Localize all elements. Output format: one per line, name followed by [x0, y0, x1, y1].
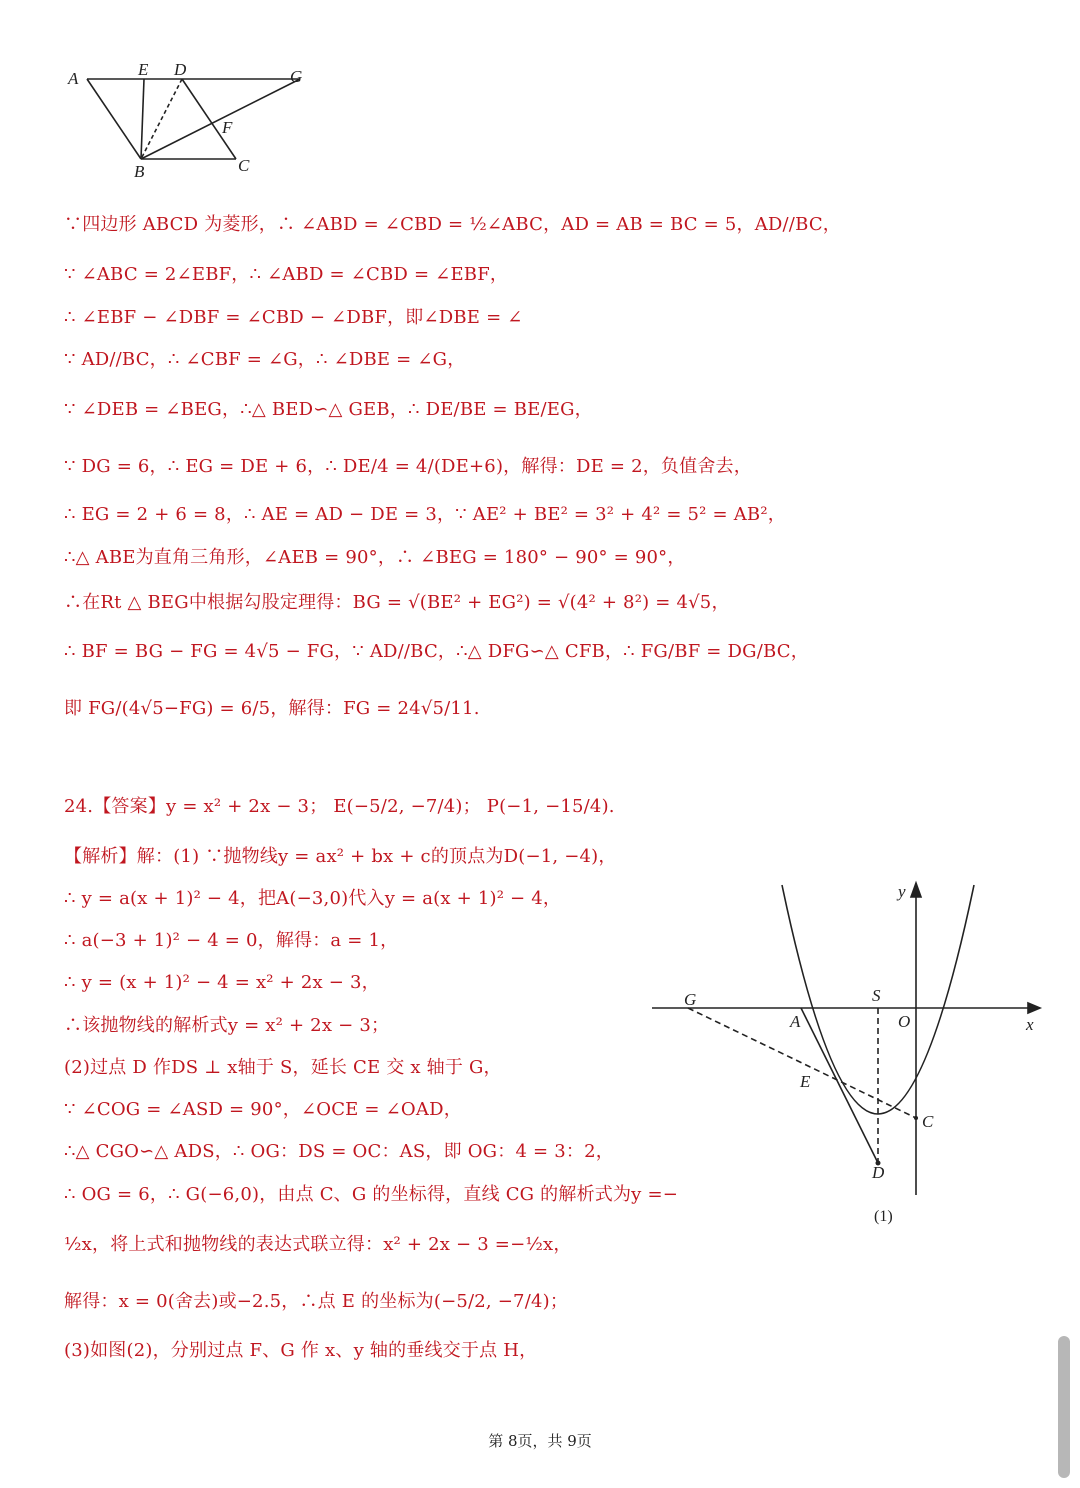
- analysis-line: ∵ ∠COG = ∠ASD = 90°，∠OCE = ∠OAD，: [64, 1099, 462, 1120]
- analysis-line: 解得：x = 0(舍去)或−2.5，∴点 E 的坐标为(−5/2, −7/4)；: [64, 1291, 569, 1312]
- label-D: D: [872, 1163, 885, 1182]
- solution-line: 即 FG/(4√5−FG) = 6/5，解得：FG = 24√5/11.: [64, 698, 480, 719]
- analysis-line: ∴ y = a(x + 1)² − 4，把A(−3,0)代入y = a(x + 1)² − 4，: [64, 888, 562, 909]
- label-E: E: [138, 60, 149, 79]
- solution-line: ∵ AD//BC，∴ ∠CBF = ∠G，∴ ∠DBE = ∠G，: [64, 349, 466, 370]
- label-C: C: [922, 1112, 934, 1131]
- solution-line: ∴ EG = 2 + 6 = 8，∴ AE = AD − DE = 3，∵ AE² + BE² = 3² + 4² = 5² = AB²，: [64, 504, 786, 525]
- solution-line: ∴△ ABE为直角三角形，∠AEB = 90°，∴ ∠BEG = 180° − 90° = 90°，: [64, 547, 686, 568]
- analysis-line: ∴该抛物线的解析式y = x² + 2x − 3；: [64, 1015, 390, 1036]
- answer-line: 24.【答案】y = x² + 2x − 3； E(−5/2, −7/4)； P(−1, −15/4).: [64, 796, 615, 817]
- label-G: G: [684, 990, 697, 1009]
- label-F: F: [222, 118, 233, 137]
- analysis-line: ∴ OG = 6，∴ G(−6,0)，由点 C、G 的坐标得，直线 CG 的解析式为y =−: [64, 1184, 679, 1205]
- solution-line: ∵ DG = 6，∴ EG = DE + 6，∴ DE/4 = 4/(DE+6)，解得：DE = 2，负值舍去，: [64, 456, 752, 477]
- analysis-line: ∴△ CGO∽△ ADS，∴ OG：DS = OC：AS，即 OG：4 = 3：2，: [64, 1141, 614, 1162]
- analysis-line: ∴ y = (x + 1)² − 4 = x² + 2x − 3，: [64, 972, 380, 993]
- axis-label-y: y: [898, 882, 906, 901]
- analysis-line: ∴ a(−3 + 1)² − 4 = 0，解得：a = 1，: [64, 930, 399, 951]
- solution-line: ∵ ∠DEB = ∠BEG，∴△ BED∽△ GEB，∴ DE/BE = BE/EG，: [64, 399, 593, 420]
- figure-caption: (1): [874, 1208, 893, 1225]
- analysis-line: ½x，将上式和抛物线的表达式联立得：x² + 2x − 3 =−½x，: [64, 1234, 572, 1255]
- solution-line: ∵四边形 ABCD 为菱形，∴ ∠ABD = ∠CBD = ½∠ABC，AD = AB = BC = 5，AD//BC，: [64, 214, 842, 235]
- label-D: D: [174, 60, 187, 79]
- label-C: C: [238, 156, 250, 175]
- axis-label-x: x: [1026, 1015, 1034, 1034]
- parabola-figure: [648, 875, 1048, 1235]
- analysis-line: (2)过点 D 作DS ⊥ x轴于 S，延长 CE 交 x 轴于 G，: [64, 1057, 502, 1078]
- analysis-line: 【解析】解：(1) ∵抛物线y = ax² + bx + c的顶点为D(−1, −4)，: [64, 846, 617, 867]
- label-B: B: [134, 162, 145, 181]
- label-O: O: [898, 1012, 911, 1031]
- label-G: G: [290, 67, 303, 86]
- page-footer: 第 8页，共 9页: [488, 1432, 592, 1450]
- label-A: A: [68, 69, 79, 88]
- solution-line: ∴在Rt △ BEG中根据勾股定理得：BG = √(BE² + EG²) = √(4² + 8²) = 4√5，: [64, 592, 730, 613]
- scrollbar-thumb[interactable]: [1058, 1336, 1070, 1478]
- label-A: A: [790, 1012, 801, 1031]
- solution-line: ∴ BF = BG − FG = 4√5 − FG，∵ AD//BC，∴△ DFG∽△ CFB，∴ FG/BF = DG/BC，: [64, 641, 809, 662]
- solution-line: ∴ ∠EBF − ∠DBF = ∠CBD − ∠DBF，即∠DBE = ∠: [64, 307, 523, 328]
- solution-line: ∵ ∠ABC = 2∠EBF，∴ ∠ABD = ∠CBD = ∠EBF，: [64, 264, 509, 285]
- analysis-line: (3)如图(2)，分别过点 F、G 作 x、y 轴的垂线交于点 H，: [64, 1340, 538, 1361]
- label-E: E: [800, 1072, 811, 1091]
- label-S: S: [872, 986, 881, 1005]
- rhombus-figure: [60, 55, 330, 185]
